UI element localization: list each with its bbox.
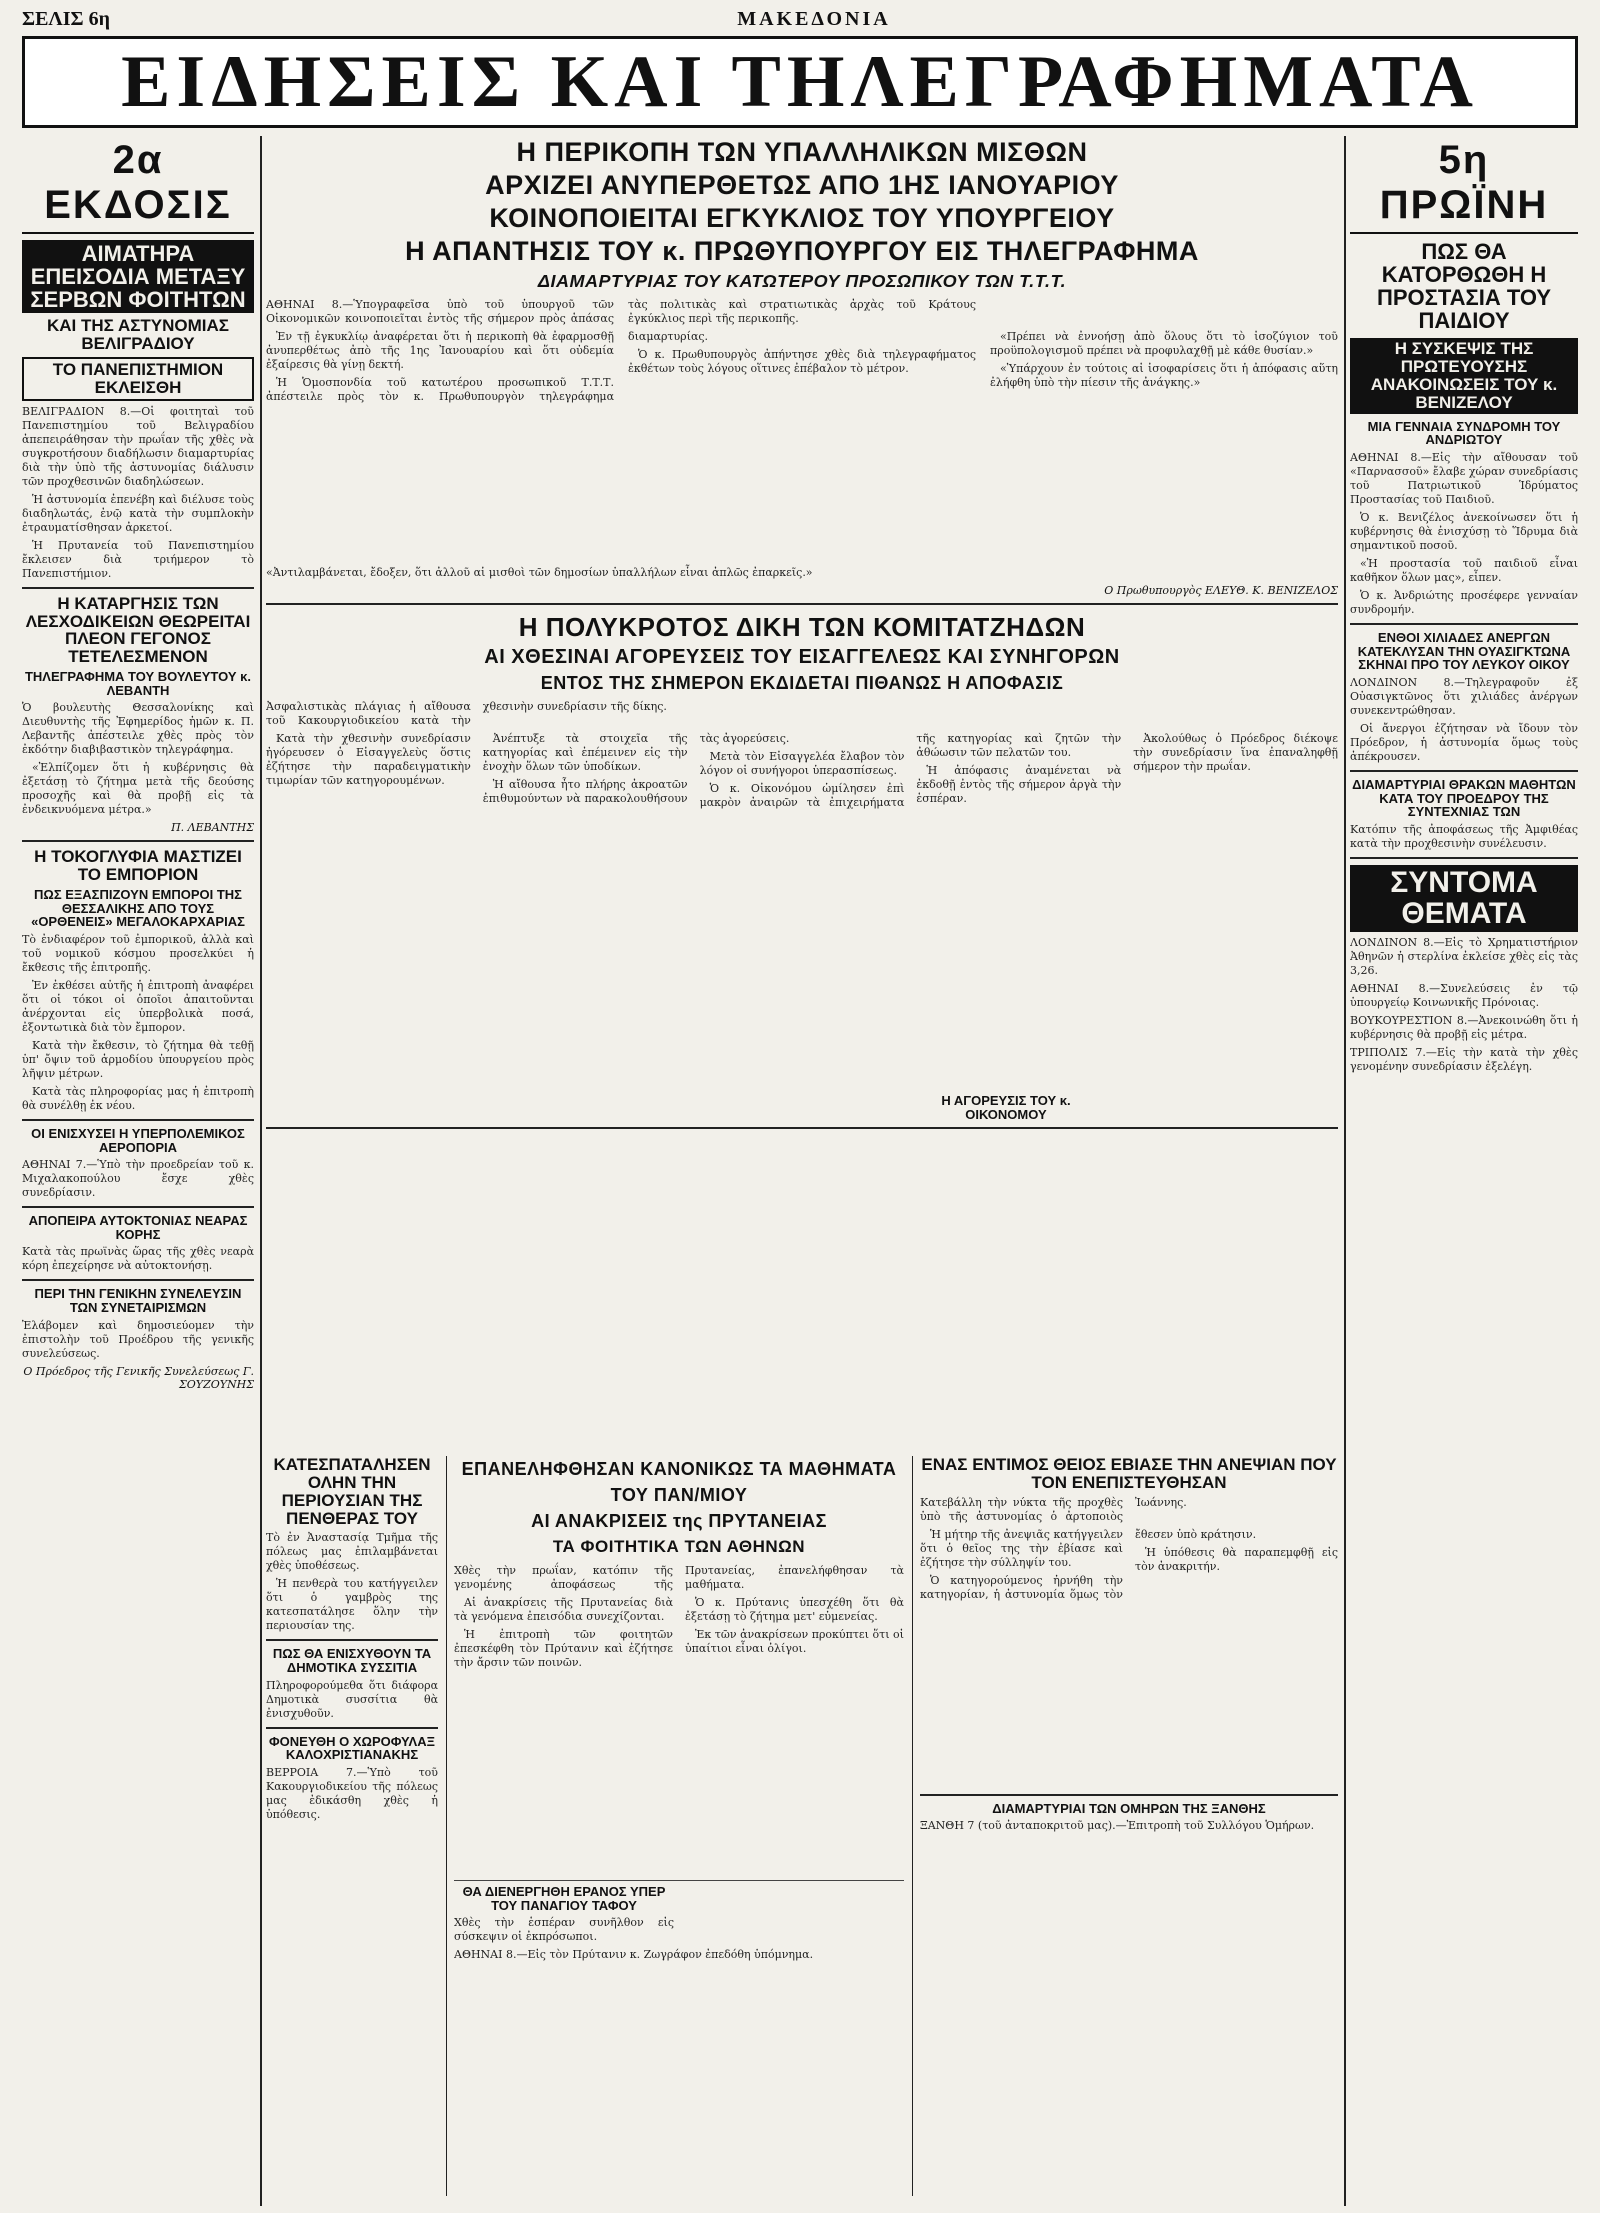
center-body-1: Ἐν τῇ ἐγκυκλίῳ ἀναφέρεται ὅτι ἡ περικοπὴ θὰ ἐφαρμοσθῇ ἀνυπερθέτως ἀπὸ τῆς 1ης Ἰανουαρίου καὶ ὅτι οὐδεμία ἐξαίρεσις θὰ γίνῃ δεκτή. Ἡ Ὁμοσπονδία τοῦ κατωτέρου προσωπικοῦ Τ.Τ.Τ. ἀπέστειλε πρὸς τὸν κ. Πρωθυπουργὸν τηλεγράφημα διαμαρτυρίας. Ὁ κ. Πρωθυπουργὸς ἀπήντησε χθὲς διὰ τηλεγραφήματος ἐκθέτων τοὺς λόγους οἵτινες ἐπέβαλον τὸ μέτρον. «Πρέπει νὰ ἐννοήσῃ ἀπὸ ὅλους ὅτι τὸ ἰσοζύγιον τοῦ προϋπολογισμοῦ πρέπει νὰ προφυλαχθῇ μὲ κάθε θυσίαν.» «Ὑπάρχουν ἐν τούτοις αἱ ἰσοφαρίσεις ὅτι ἡ ἀπόφασις αὕτη ἐλήφθη ὑπὸ τὴν πίεσιν τῆς ἀνάγκης.»: [266, 330, 1338, 403]
newspaper-page: [22, 6, 1578, 2206]
left-text-3: Τὸ ἐνδιαφέρον τοῦ ἐμπορικοῦ, ἀλλὰ καὶ τοῦ νομικοῦ κόσμου προσελκύει ἡ ἔκθεσις τῆς ἐπιτροπῆς.: [22, 932, 254, 974]
columns: [22, 136, 1578, 2206]
right-kicker-1: ΕΝΘΟΙ ΧΙΛΙΑΔΕΣ ΑΝΕΡΓΩΝ ΚΑΤΕΚΛΥΣΑΝ ΤΗΝ ΟΥΑΣΙΓΚΤΩΝΑ ΣΚΗΝΑΙ ΠΡΟ ΤΟΥ ΛΕΥΚΟΥ ΟΙΚΟΥ: [1357, 630, 1571, 673]
right-headline-1: ΠΩΣ ΘΑ ΚΑΤΟΡΘΩΘΗ Η ΠΡΟΣΤΑΣΙΑ ΤΟΥ ΠΑΙΔΙΟΥ: [1376, 239, 1552, 334]
right-text-2: ΛΟΝΔΙΝΟΝ 8.—Τηλεγραφοῦν ἐξ Οὐασιγκτῶνος ὅτι χιλιάδες ἀνέργων συνεκεντρώθησαν.: [1350, 675, 1578, 717]
right-headline-2: Η ΣΥΣΚΕΨΙΣ ΤΗΣ ΠΡΩΤΕΥΟΥΣΗΣ ΑΝΑΚΟΙΝΩΣΕΙΣ ΤΟΥ κ. ΒΕΝΙΖΕΛΟΥ: [1350, 338, 1578, 413]
divider: [920, 1794, 1338, 1796]
right-headline-3: ΜΙΑ ΓΕΝΝΑΙΑ ΣΥΝΔΡΟΜΗ ΤΟΥ ΑΝΔΡΙΩΤΟΥ: [1367, 418, 1561, 448]
left-body-1: Ἡ ἀστυνομία ἐπενέβη καὶ διέλυσε τοὺς διαδηλωτάς, ἐνῷ κατὰ τὴν συμπλοκὴν ἐτραυματίσθησαν ἀρκετοί. Ἡ Πρυτανεία τοῦ Πανεπιστημίου ἔκλεισεν διὰ τριήμερον τὸ Πανεπιστήμιον.: [22, 492, 254, 580]
left-kicker-2: ΤΗΛΕΓΡΑΦΗΜΑ ΤΟΥ ΒΟΥΛΕΥΤΟΥ κ. ΛΕΒΑΝΤΗ: [24, 669, 252, 698]
masthead-title: ΕΙΔΗΣΕΙΣ ΚΑΙ ΤΗΛΕΓΡΑΦΗΜΑΤΑ: [121, 41, 1479, 123]
story-block-2: [454, 1456, 904, 2196]
left-text-2: Ὁ βουλευτὴς Θεσσαλονίκης καὶ Διευθυντὴς τῆς Ἐφημερίδος ἡμῶν κ. Π. Λεβαντῆς ἀπέστειλε χθὲς πρὸς τὸν ἐκδότην διαβιβαστικὸν τηλεγράφημα.: [22, 701, 254, 757]
center-signature-1: Ο Πρωθυπουργὸς ΕΛΕΥΘ. Κ. ΒΕΝΙΖΕΛΟΣ: [1104, 584, 1338, 597]
right-text-1: ΑΘΗΝΑΙ 8.—Εἰς τὴν αἴθουσαν τοῦ «Παρνασσοῦ» ἔλαβε χώραν συνεδρίασις τοῦ Πατριωτικοῦ Ἱδρύματος Προστασίας τοῦ Παιδιοῦ.: [1350, 451, 1578, 507]
center-headline-1: Η ΠΕΡΙΚΟΠΗ ΤΩΝ ΥΠΑΛΛΗΛΙΚΩΝ ΜΙΣΘΩΝ: [516, 137, 1088, 167]
block-1-body: Ἡ πενθερὰ του κατήγγειλεν ὅτι ὁ γαμβρὸς της κατεσπατάλησε ὅλην τὴν περιουσίαν της.: [266, 1577, 438, 1633]
divider: [1350, 623, 1578, 625]
divider: [1350, 857, 1578, 859]
column-rule: [260, 136, 262, 2206]
trial-headline-2: ΑΙ ΧΘΕΣΙΝΑΙ ΑΓΟΡΕΥΣΕΙΣ ΤΟΥ ΕΙΣΑΓΓΕΛΕΩΣ ΚΑΙ ΣΥΝΗΓΟΡΩΝ: [484, 646, 1120, 668]
block-4-headline-3: ΤΑ ΦΟΙΤΗΤΙΚΑ ΤΩΝ ΑΘΗΝΩΝ: [552, 1537, 806, 1556]
block-6-headline: ΕΝΑΣ ΕΝΤΙΜΟΣ ΘΕΙΟΣ ΕΒΙΑΣΕ ΤΗΝ ΑΝΕΨΙΑΝ ΠΟΥ ΤΟΝ ΕΝΕΠΙΣΤΕΥΘΗΣΑΝ: [921, 1456, 1337, 1492]
block-4-headline: ΕΠΑΝΕΛΗΦΘΗΣΑΝ ΚΑΝΟΝΙΚΩΣ ΤΑ ΜΑΘΗΜΑΤΑ ΤΟΥ ΠΑΝ/ΜΙΟΥ: [461, 1459, 897, 1505]
block-1-text: Τὸ ἐν Ἀναστασίᾳ Τμῆμα τῆς πόλεως μας ἐπιλαμβάνεται χθὲς ὑποθέσεως.: [266, 1531, 438, 1573]
block-2-headline: ΠΩΣ ΘΑ ΕΝΙΣΧΥΘΟΥΝ ΤΑ ΔΗΜΟΤΙΚΑ ΣΥΣΣΙΤΙΑ: [272, 1646, 432, 1676]
masthead-banner: [22, 36, 1578, 128]
column-rule: [1344, 136, 1346, 2206]
center-area: [266, 136, 1338, 2206]
divider: [22, 840, 254, 842]
story-block-1: [266, 1456, 438, 2196]
divider: [22, 1119, 254, 1121]
trial-body: Κατὰ τὴν χθεσινὴν συνεδρίασιν ἠγόρευσεν ὁ Εἰσαγγελεὺς ὅστις ἐζήτησε τὴν παραδειγματικὴν τιμωρίαν τῶν κατηγορουμένων. Ἀνέπτυξε τὰ στοιχεῖα τῆς κατηγορίας καὶ ἐπέμεινεν εἰς τὴν ἐνοχὴν ὅλων τῶν ὑποδίκων. Ἡ αἴθουσα ἦτο πλήρης ἀκροατῶν ἐπιθυμούντων νὰ παρακολουθήσουν τὰς ἀγορεύσεις. Μετὰ τὸν Εἰσαγγελέα ἔλαβον τὸν λόγον οἱ συνήγοροι ὑπερασπίσεως. Ὁ κ. Οἰκονόμου ὡμίλησεν ἐπὶ μακρὸν ἀναιρῶν τὰ ἐπιχειρήματα τῆς κατηγορίας καὶ ζητῶν τὴν ἀθώωσιν τῶν πελατῶν του. Ἡ ἀπόφασις ἀναμένεται νὰ ἐκδοθῇ ἐντὸς τῆς σήμερον ἀργὰ τὴν ἑσπέραν. Ἀκολούθως ὁ Πρόεδρος διέκοψε τὴν συνεδρίασιν ἵνα ἐπαναληφθῇ σήμερον τὴν πρωΐαν.: [266, 732, 1338, 809]
right-text-7: ΤΡΙΠΟΛΙΣ 7.—Εἰς τὴν κατὰ τὴν χθὲς γενομένην συνεδρίασιν ἐξελέγη.: [1350, 1045, 1578, 1073]
trial-headline-1: Η ΠΟΛΥΚΡΟΤΟΣ ΔΙΚΗ ΤΩΝ ΚΟΜΙΤΑΤΖΗΔΩΝ: [518, 612, 1086, 642]
left-kicker-1: Η ΚΑΤΑΡΓΗΣΙΣ ΤΩΝ ΛΕΣΧΟΔΙΚΕΙΩΝ ΘΕΩΡΕΙΤΑΙ ΠΛΕΟΝ ΓΕΓΟΝΟΣ ΤΕΤΕΛΕΣΜΕΝΟΝ: [25, 593, 251, 667]
block-3-text: ΒΕΡΡΟΙΑ 7.—Ὑπὸ τοῦ Κακουργιοδικείου τῆς πόλεως μας ἐδικάσθη χθὲς ἡ ὑπόθεσις.: [266, 1765, 438, 1821]
left-edition: 2α ΕΚΔΟΣΙΣ: [22, 136, 254, 234]
left-text-1: ΒΕΛΙΓΡΑΔΙΟΝ 8.—Οἱ φοιτηταὶ τοῦ Πανεπιστημίου τοῦ Βελιγραδίου ἀπεπειράθησαν τὴν πρωΐαν τῆς χθὲς νὰ συγκροτήσουν διαδήλωσιν διαμαρτυρίας διὰ τὴν ὑπὸ τῆς ἀστυνομίας διάλυσιν τῶν προχθεσινῶν διαδηλώσεων.: [22, 404, 254, 488]
page-number: ΣΕΛΙΣ 6η: [22, 7, 110, 30]
left-signature-2: Ο Πρόεδρος τῆς Γενικῆς Συνελεύσεως Γ. ΣΟΥΖΟΥΝΗΣ: [23, 1364, 254, 1391]
trial-text-1: Ἀσφαλιστικὰς πλάγιας ἡ αἴθουσα τοῦ Κακουργιοδικείου κατὰ τὴν χθεσινὴν συνεδρίασιν τῆς δίκης.: [266, 700, 667, 727]
block-7-text: ΞΑΝΘΗ 7 (τοῦ ἀνταποκριτοῦ μας).—Ἐπιτροπὴ τοῦ Συλλόγου Ὁμήρων.: [920, 1819, 1315, 1833]
block-4-body: Αἱ ἀνακρίσεις τῆς Πρυτανείας διὰ τὰ γενόμενα ἐπεισόδια συνεχίζονται. Ἡ ἐπιτροπὴ τῶν φοιτητῶν ἐπεσκέφθη τὸν Πρύτανιν καὶ ἐζήτησε τὴν ἄρσιν τῶν ποινῶν. Ὁ κ. Πρύτανις ὑπεσχέθη ὅτι θὰ ἐξετάσῃ τὸ ζήτημα μετ' εὐμενείας. Ἐκ τῶν ἀνακρίσεων προκύπτει ὅτι οἱ ὑπαίτιοι εἶναι ὀλίγοι.: [454, 1596, 904, 1669]
trial-subhead: Η ΑΓΟΡΕΥΣΙΣ ΤΟΥ κ. ΟΙΚΟΝΟΜΟΥ: [941, 1093, 1071, 1122]
left-signature-1: Π. ΛΕΒΑΝΤΗΣ: [171, 821, 254, 835]
story-block-3: [920, 1456, 1338, 2196]
divider: [22, 587, 254, 589]
center-text-2: «Ἀντιλαμβάνεται, ἔδοξεν, ὅτι ἀλλοῦ αἱ μισθοὶ τῶν δημοσίων ὑπαλλήλων εἶναι ἀπλῶς ἐπαρκεῖς.»: [266, 566, 813, 579]
left-body-2: «Ἐλπίζομεν ὅτι ἡ κυβέρνησις θὰ ἐξετάσῃ τὸ ζήτημα μετὰ τῆς δεούσης προσοχῆς καὶ θὰ προβῇ εἰς τὰ ἐνδεικνυόμενα μέτρα.»: [22, 761, 254, 817]
right-kicker-3: ΣΥΝΤΟΜΑ ΘΕΜΑΤΑ: [1350, 865, 1578, 932]
block-1-headline: ΚΑΤΕΣΠΑΤΑΛΗΣΕΝ ΟΛΗΝ ΤΗΝ ΠΕΡΙΟΥΣΙΑΝ ΤΗΣ ΠΕΝΘΕΡΑΣ ΤΟΥ: [273, 1456, 431, 1528]
left-text-4: ΑΘΗΝΑΙ 7.—Ὑπὸ τὴν προεδρείαν τοῦ κ. Μιχαλακοπούλου ἔσχε χθὲς συνεδρίασιν.: [22, 1158, 254, 1200]
right-text-3: Κατόπιν τῆς ἀποφάσεως τῆς Ἀμφιθέας κατὰ τὴν προχθεσινὴν συνέλευσιν.: [1350, 822, 1578, 850]
center-text-1: ΑΘΗΝΑΙ 8.—Ὑπογραφεῖσα ὑπὸ τοῦ ὑπουργοῦ τῶν Οἰκονομικῶν κοινοποιεῖται ἐντὸς τῆς σήμερον πρὸς ἁπάσας τὰς πολιτικὰς καὶ στρατιωτικὰς ἀρχὰς τοῦ Κράτους ἐγκύκλιος περὶ τῆς περικοπῆς.: [266, 298, 976, 325]
block-6-body: Ἡ μήτηρ τῆς ἀνεψιᾶς κατήγγειλεν ὅτι ὁ θεῖος της τὴν ἐβίασε καὶ ἐζήτησε τὴν σύλληψίν του. Ὁ κατηγορούμενος ἠρνήθη τὴν κατηγορίαν, ἡ ἀστυνομία ὅμως τὸν ἔθεσεν ὑπὸ κράτησιν. Ἡ ὑπόθεσις θὰ παραπεμφθῇ εἰς τὸν ἀνακριτήν.: [920, 1527, 1338, 1601]
block-6-text: Κατεβάλλη τὴν νύκτα τῆς προχθὲς ὑπὸ τῆς ἀστυνομίας ὁ ἀρτοποιὸς Ἰωάννης.: [920, 1495, 1187, 1523]
center-headline-2: ΑΡΧΙΖΕΙ ΑΝΥΠΕΡΘΕΤΩΣ ΑΠΟ 1ΗΣ ΙΑΝΟΥΑΡΙΟΥ: [485, 170, 1119, 200]
block-4-text: Χθὲς τὴν πρωΐαν, κατόπιν τῆς γενομένης ἀποφάσεως τῆς Πρυτανείας, ἐπανελήφθησαν τὰ μαθήματα.: [454, 1564, 904, 1591]
left-kicker-7: ΠΕΡΙ ΤΗΝ ΓΕΝΙΚΗΝ ΣΥΝΕΛΕΥΣΙΝ ΤΩΝ ΣΥΝΕΤΑΙΡΙΣΜΩΝ: [34, 1286, 242, 1316]
right-kicker-2: ΔΙΑΜΑΡΤΥΡΙΑΙ ΘΡΑΚΩΝ ΜΑΘΗΤΩΝ ΚΑΤΑ ΤΟΥ ΠΡΟΕΔΡΟΥ ΤΗΣ ΣΥΝΤΕΧΝΙΑΣ ΤΩΝ: [1352, 776, 1576, 820]
block-5-headline: ΘΑ ΔΙΕΝΕΡΓΗΘΗ ΕΡΑΝΟΣ ΥΠΕΡ ΤΟΥ ΠΑΝΑΓΙΟΥ ΤΑΦΟΥ: [462, 1884, 666, 1913]
column-rule: [446, 1456, 447, 2196]
center-headline-4: Η ΑΠΑΝΤΗΣΙΣ ΤΟΥ κ. ΠΡΩΘΥΠΟΥΡΓΟΥ ΕΙΣ ΤΗΛΕΓΡΑΦΗΜΑ: [405, 236, 1199, 266]
left-text-6: Ἐλάβομεν καὶ δημοσιεύομεν τὴν ἐπιστολὴν τοῦ Προέδρου τῆς γενικῆς συνελεύσεως.: [22, 1318, 254, 1360]
left-headline-3: ΤΟ ΠΑΝΕΠΙΣΤΗΜΙΟΝ ΕΚΛΕΙΣΘΗ: [22, 357, 254, 401]
column-rule: [912, 1456, 913, 2196]
left-kicker-6: ΑΠΟΠΕΙΡΑ ΑΥΤΟΚΤΟΝΙΑΣ ΝΕΑΡΑΣ ΚΟΡΗΣ: [28, 1213, 248, 1242]
left-headline-2: ΚΑΙ ΤΗΣ ΑΣΤΥΝΟΜΙΑΣ ΒΕΛΙΓΡΑΔΙΟΥ: [46, 316, 230, 354]
right-text-4: ΛΟΝΔΙΝΟΝ 8.—Εἰς τὸ Χρηματιστήριον Ἀθηνῶν ἡ στερλίνα ἐκλείσε χθὲς εἰς τὰς 3,26.: [1350, 935, 1578, 977]
newspaper-name: ΜΑΚΕΔΟΝΙΑ: [737, 7, 891, 30]
divider: [22, 1279, 254, 1281]
left-column: [22, 136, 254, 2206]
block-5-text: Χθὲς τὴν ἑσπέραν συνῆλθον εἰς σύσκεψιν οἱ ἐκπρόσωποι.: [454, 1916, 674, 1944]
divider: [266, 603, 1338, 605]
divider: [454, 1880, 904, 1881]
block-4-headline-2: ΑΙ ΑΝΑΚΡΙΣΕΙΣ της ΠΡΥΤΑΝΕΙΑΣ: [531, 1511, 827, 1531]
right-text-6: ΒΟΥΚΟΥΡΕΣΤΙΟΝ 8.—Ἀνεκοινώθη ὅτι ἡ κυβέρνησις θὰ προβῇ εἰς μέτρα.: [1350, 1013, 1578, 1041]
left-text-5: Κατὰ τὰς πρωϊνὰς ὥρας τῆς χθὲς νεαρὰ κόρη ἐπεχείρησε νὰ αὐτοκτονήσῃ.: [22, 1245, 254, 1273]
right-edition: 5η ΠΡΩΪΝΗ: [1350, 136, 1578, 234]
top-line: [22, 6, 1578, 32]
block-3-headline: ΦΟΝΕΥΘΗ Ο ΧΩΡΟΦΥΛΑΞ ΚΑΛΟΧΡΙΣΤΙΑΝΑΚΗΣ: [269, 1733, 435, 1763]
left-kicker-4: ΠΩΣ ΕΞΑΣΠΙΖΟΥΝ ΕΜΠΟΡΟΙ ΤΗΣ ΘΕΣΣΑΛΙΚΗΣ ΑΠΟ ΤΟΥΣ «ΟΡΘΕΝΕΙΣ» ΜΕΓΑΛΟΚΑΡΧΑΡΙΑΣ: [31, 887, 245, 930]
divider: [266, 1727, 438, 1729]
right-body-1: Ὁ κ. Βενιζέλος ἀνεκοίνωσεν ὅτι ἡ κυβέρνησις θὰ ἐνισχύσῃ τὸ Ἵδρυμα διὰ σημαντικοῦ ποσοῦ. «Ἡ προστασία τοῦ παιδιοῦ εἶναι καθῆκον ὅλων μας», εἶπεν. Ὁ κ. Ἀνδριώτης προσέφερε γενναίαν συνδρομήν.: [1350, 511, 1578, 617]
divider: [266, 1639, 438, 1641]
right-column: [1350, 136, 1578, 2206]
block-5-text-2: ΑΘΗΝΑΙ 8.—Εἰς τὸν Πρύτανιν κ. Ζωγράφον ἐπεδόθη ὑπόμνημα.: [454, 1948, 814, 1962]
trial-headline-3: ΕΝΤΟΣ ΤΗΣ ΣΗΜΕΡΟΝ ΕΚΔΙΔΕΤΑΙ ΠΙΘΑΝΩΣ Η ΑΠΟΦΑΣΙΣ: [540, 673, 1064, 693]
left-kicker-5: ΟΙ ΕΝΙΣΧΥΣΕΙ Η ΥΠΕΡΠΟΛΕΜΙΚΟΣ ΑΕΡΟΠΟΡΙΑ: [31, 1125, 245, 1155]
divider: [1350, 770, 1578, 772]
left-headline-1: ΑΙΜΑΤΗΡΑ ΕΠΕΙΣΟΔΙΑ ΜΕΤΑΞΥ ΣΕΡΒΩΝ ΦΟΙΤΗΤΩΝ: [22, 240, 254, 313]
right-text-5: ΑΘΗΝΑΙ 8.—Συνελεύσεις ἐν τῷ ὑπουργείῳ Κοινωνικῆς Πρόνοιας.: [1350, 981, 1578, 1009]
center-headline-3: ΚΟΙΝΟΠΟΙΕΙΤΑΙ ΕΓΚΥΚΛΙΟΣ ΤΟΥ ΥΠΟΥΡΓΕΙΟΥ: [489, 203, 1115, 233]
left-body-3: Ἐν ἐκθέσει αὐτῆς ἡ ἐπιτροπὴ ἀναφέρει ὅτι οἱ τόκοι οἱ ὁποῖοι ἀπαιτοῦνται ἀνέρχονται εἰς ὑπερβολικὰ ποσά, ἐξοντωτικὰ διὰ τὸν ἔμπορον. Κατὰ τὴν ἔκθεσιν, τὸ ζήτημα θὰ τεθῇ ὑπ' ὄψιν τοῦ ἁρμοδίου ὑπουργείου πρὸς λῆψιν μέτρων. Κατὰ τὰς πληροφορίας μας ἡ ἐπιτροπὴ θὰ συνέλθῃ ἐκ νέου.: [22, 978, 254, 1112]
center-headline-5: ΔΙΑΜΑΡΤΥΡΙΑΣ ΤΟΥ ΚΑΤΩΤΕΡΟΥ ΠΡΟΣΩΠΙΚΟΥ ΤΩΝ Τ.Τ.Τ.: [537, 271, 1067, 291]
block-2-text: Πληροφορούμεθα ὅτι διάφορα Δημοτικὰ συσσίτια θὰ ἐνισχυθοῦν.: [266, 1678, 438, 1720]
block-7-headline: ΔΙΑΜΑΡΤΥΡΙΑΙ ΤΩΝ ΟΜΗΡΩΝ ΤΗΣ ΞΑΝΘΗΣ: [992, 1800, 1266, 1816]
right-body-2: Οἱ ἄνεργοι ἐζήτησαν νὰ ἴδουν τὸν Πρόεδρον, ἡ ἀστυνομία ὅμως τοὺς ἀπέκρουσεν.: [1350, 721, 1578, 763]
divider: [22, 1206, 254, 1208]
divider: [266, 1127, 1338, 1129]
left-kicker-3: Η ΤΟΚΟΓΛΥΦΙΑ ΜΑΣΤΙΖΕΙ ΤΟ ΕΜΠΟΡΙΟΝ: [34, 847, 242, 885]
